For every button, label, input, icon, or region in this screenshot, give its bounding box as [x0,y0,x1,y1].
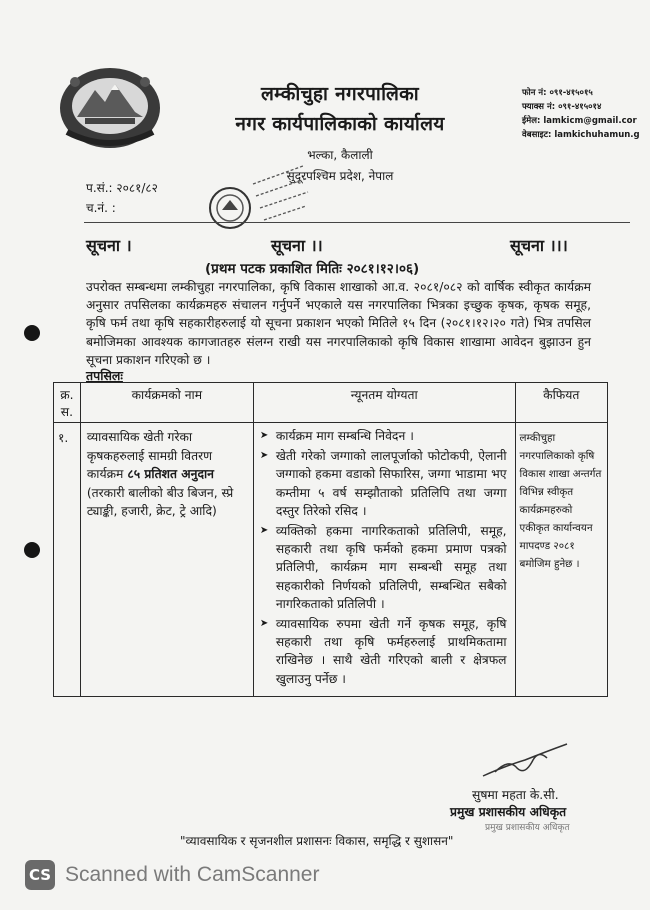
header-divider [84,222,630,223]
camscanner-watermark [25,860,319,890]
website-address: वेबसाइट: lamkichuhamun.g [522,130,640,140]
requirement-item: ➤ कार्यक्रम माग सम्बन्धि निवेदन । [258,427,507,445]
chalani-number: च.नं. : [86,201,116,215]
table-row [54,423,608,697]
requirement-item: ➤ खेती गरेको जग्गाको लालपूर्जाको फोटोकपी, ऐलानी जग्गाको हकमा वडाको सिफारिस, जग्गा भाडामा भए कम्तीमा ५ वर्ष सम्झौताको प्रतिलिपि तथा जग्गा दस्तुर तिरेको रसिद । [259,449,507,518]
municipality-name: लम्कीचुहा नगरपालिका [261,83,419,105]
header-program: कार्यक्रमको नाम [80,383,253,423]
signer-title: प्रमुख प्रशासकीय अधिकृत [450,805,567,819]
arrow-bullet-icon: ➤ [259,430,269,441]
published-date: (प्रथम पटक प्रकाशित मितिः २०८१।१२।०६) [205,261,420,277]
patra-sankhya: प.सं.: २०८१/८२ [86,181,158,195]
signature-scribble-icon [475,738,575,783]
punch-hole [24,542,40,558]
office-stamp-icon [208,162,313,234]
fax-number: फ्याक्स नं: ०९१-४१५०१४ [522,102,602,112]
nepal-emblem-logo [55,62,165,152]
row-remarks: लम्कीचुहा नगरपालिकाको कृषि विकास शाखा अन्तर्गत विभिन्न स्वीकृत कार्यक्रमहरुको एकीकृत कार्यान्वयन मापदण्ड २०८१ बमोजिम हुनेछ । [515,423,607,697]
arrow-bullet-icon: ➤ [259,525,269,537]
program-subsidy: ८५ प्रतिशत अनुदान [127,467,215,481]
table-header-row [54,383,608,423]
office-name: नगर कार्यपालिकाको कार्यालय [235,113,445,135]
program-items: (तरकारी बालीको बीउ बिजन, स्प्रे ट्याङ्की, हजारी, क्रेट, ट्रे आदि) [86,485,234,518]
row-requirements [253,423,515,697]
notice-label-3: सूचना ।।। [510,236,568,255]
office-location: भल्का, कैलाली [307,148,373,162]
requirement-item: ➤ व्यावसायिक रुपमा खेती गर्ने कृषक समूह, कृषि सहकारी तथा कृषि फर्महरुलाई प्राथमिकतामा राखिनेछ । साथै खेती गरिएको बाली र क्षेत्रफल खुलाउनु पर्नेछ । [259,617,507,686]
arrow-bullet-icon: ➤ [259,450,269,462]
camscanner-icon: CS [25,860,55,890]
notice-label-2: सूचना ।। [271,236,323,255]
notice-label-1: सूचना । [86,236,132,255]
header-remarks: कैफियत [515,383,607,423]
notice-labels [86,234,586,256]
header-requirements: न्यूनतम योग्यता [253,383,515,423]
office-province: सुदूरपश्चिम प्रदेश, नेपाल [286,169,394,183]
requirement-item: ➤ व्यक्तिको हकमा नागरिकताको प्रतिलिपी, समूह, सहकारी तथा कृषि फर्मको हकमा प्रमाण पत्रको प्रतिलिपी, कार्यक्रम माग सम्बन्धी समूह तथा सहकारीको निर्णयको प्रतिलिपी, सम्बन्धित सबैको नागरिकताको प्रतिलिपी । [259,524,507,611]
reference-block [86,178,158,218]
contact-block [522,86,640,142]
row-sn: १. [54,423,81,697]
program-table [53,382,608,697]
signer-name: सुषमा महता के.सी. [472,788,559,802]
arrow-bullet-icon: ➤ [259,618,269,630]
phone-number: फोन नं: ०९१-४१५०१५ [522,88,593,98]
office-motto: "व्यावसायिक र सृजनशील प्रशासनः विकास, समृद्धि र सुशासन" [180,834,454,848]
row-program [80,423,253,697]
punch-hole [24,325,40,341]
camscanner-label: Scanned with CamScanner [65,863,320,886]
signer-stamp: प्रमुख प्रशासकीय अधिकृत [485,823,570,833]
email-address: ईमेल: lamkicm@gmail.cor [522,116,637,126]
tapasil-heading: तपसिलः [86,368,123,383]
header-sn: क्र. स. [54,383,81,423]
notice-body: उपरोक्त सम्बन्धमा लम्कीचुहा नगरपालिका, कृषि विकास शाखाको आ.व. २०८१/०८२ को वार्षिक स्वीकृत कार्यक्रम अनुसार तपसिलका कार्यक्रमहरु संचालन गर्नुपर्ने भएकाले यस नगरपालिका भित्रका इच्छुक कृषक, कृषक समूह, कृषि फर्म तथा कृषि सहकारीहरुलाई यो सूचना प्रकाशन भएको मितिले १५ दिन (२०८१।१२।२० गते) भित्र तपसिल बमोजिमका आवश्यक कागजातहरु संलग्न राखी यस नगरपालिकाको कृषि विकास शाखामा आवेदन बुझाउन हुन सूचना प्रकाशन गरिएको छ । [86,280,591,367]
program-name-text: व्यावसायिक खेती गरेका कृषकहरुलाई सामग्री वितरण कार्यक्रम [86,430,213,481]
